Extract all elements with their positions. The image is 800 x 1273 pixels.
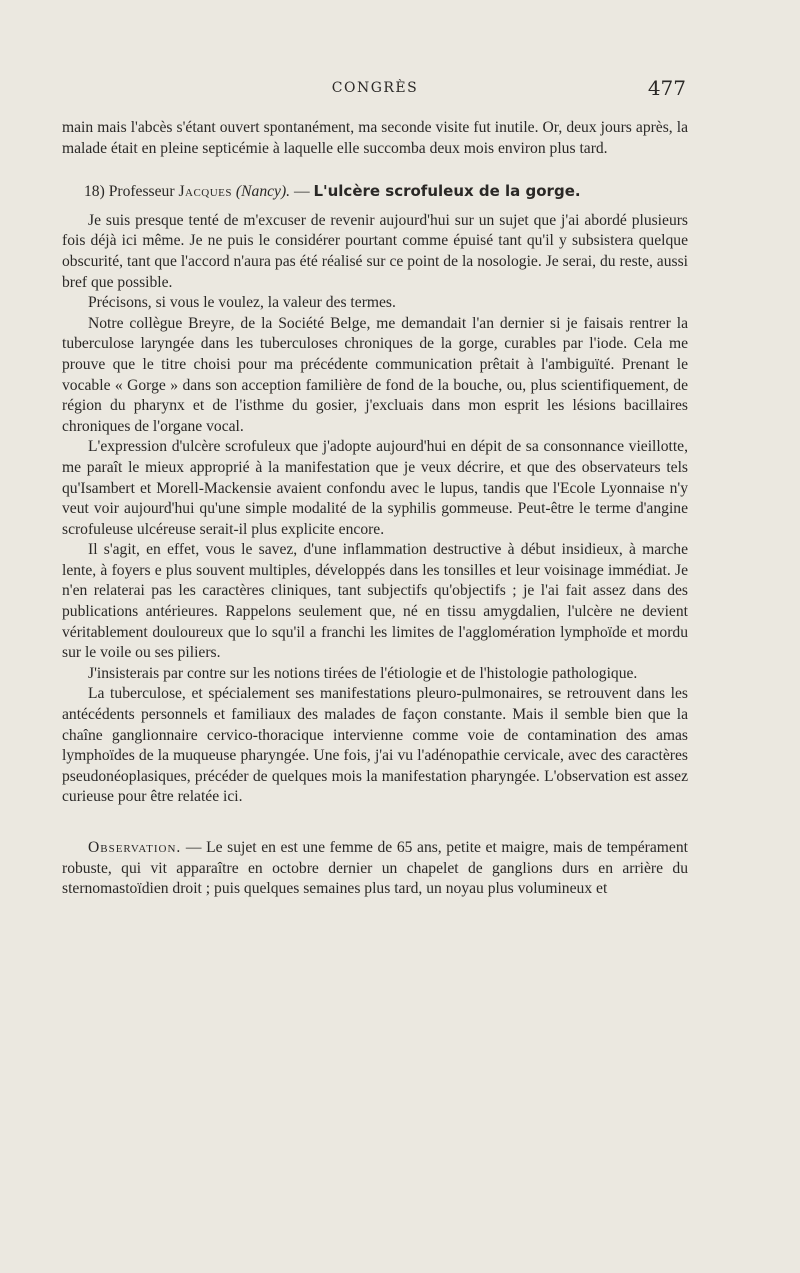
paragraph: Notre collègue Breyre, de la Société Belge, me demandait l'an dernier si je faisais rentrer la tuberculose laryngée dans les tuberculoses chroniques de la gorge, curables par l'iode. Cela me prouve que le titre choisi pour ma précédente communication prêtait à l'ambiguïté. Prenant le vocable « Gorge » dans son acception familière de fond de la bouche, ou, plus scientifiquement, de région du pharynx et de l'isthme du gosier, j'excluais dans mon esprit les lésions bacillaires chroniques de l'organe vocal.: [62, 314, 688, 435]
observation-text: Le sujet en est une femme de 65 ans, petite et maigre, mais de tempérament robuste, qui vit apparaître en octobre dernier un chapelet de ganglions durs en arrière du sternomastoïdien droit ; puis quelques semaines plus tard, un noyau plus volumineux et: [62, 839, 688, 898]
page-body: [62, 118, 688, 900]
section-number: 18): [84, 183, 105, 201]
observation-label: Observation.: [88, 839, 182, 856]
page-number: 477: [647, 76, 686, 100]
author-prefix: Professeur: [108, 183, 175, 201]
page-header: [62, 76, 688, 106]
paragraph: J'insisterais par contre sur les notions tirées de l'étiologie et de l'histologie pathologique.: [88, 664, 638, 682]
section-dash: —: [293, 183, 310, 201]
paragraph: Précisons, si vous le voulez, la valeur des termes.: [88, 294, 396, 312]
section-title: L'ulcère scrofuleux de la gorge.: [313, 182, 581, 201]
paragraph: Je suis presque tenté de m'excuser de revenir aujourd'hui sur un sujet que j'ai abordé plusieurs fois déjà ici même. Je ne puis le considérer pourtant comme épuisé tant qu'il y subsistera quelque obscurité, tant que l'accord n'aura pas été réalisé sur ce point de la nosologie. Je serai, du reste, aussi bref que possible.: [62, 211, 688, 291]
observation-dash: —: [185, 839, 202, 856]
observation-paragraph: [62, 838, 688, 900]
paragraph: La tuberculose, et spécialement ses manifestations pleuro-pulmonaires, se retrouvent dans les antécédents personnels et familiaux des malades de façon constante. Mais il semble bien que la chaîne ganglionnaire cervico-thoracique intervienne comme voie de contamination des amas lymphoïdes de la muqueuse pharyngée. Une fois, j'ai vu l'adénopathie cervicale, avec des caractères pseudonéoplasiques, précéder de quelques mois la manifestation pharyngée. L'observation est assez curieuse pour être relatée ici.: [62, 685, 688, 806]
section-heading: [62, 181, 688, 203]
author-city: (Nancy).: [235, 183, 291, 201]
paragraph-continuation: main mais l'abcès s'étant ouvert spontanément, ma seconde visite fut inutile. Or, deux jours après, la malade était en pleine septicémie à laquelle elle succomba deux mois environ plus tard.: [62, 119, 688, 157]
author-name: Jacques: [178, 183, 233, 201]
paragraph: L'expression d'ulcère scrofuleux que j'adopte aujourd'hui en dépit de sa consonnance vieillotte, me paraît le mieux approprié à la manifestation que je veux décrire, et que des observateurs tels qu'Isambert et Morell-Mackensie avaient confondu avec le lupus, tandis que l'Ecole Lyonnaise n'y veut voir aujourd'hui qu'une simple modalité de la syphilis gommeuse. Peut-être le terme d'angine scrofuleuse ulcéreuse serait-il plus explicite encore.: [62, 438, 688, 538]
paragraph: Il s'agit, en effet, vous le savez, d'une inflammation destructive à début insidieux, à marche lente, à foyers e plus souvent multiples, développés dans les tonsilles et leur voisinage immédiat. Je n'en relaterai pas les caractères cliniques, tant subjectifs qu'objectifs ; je l'ai fait assez dans des publications antérieures. Rappelons seulement que, né en tissu amygdalien, l'ulcère ne devient véritablement douloureux que lo squ'il a franchi les limites de l'agglomération lymphoïde et mordu sur le voile ou ses piliers.: [62, 541, 688, 662]
running-title: CONGRÈS: [331, 80, 419, 96]
